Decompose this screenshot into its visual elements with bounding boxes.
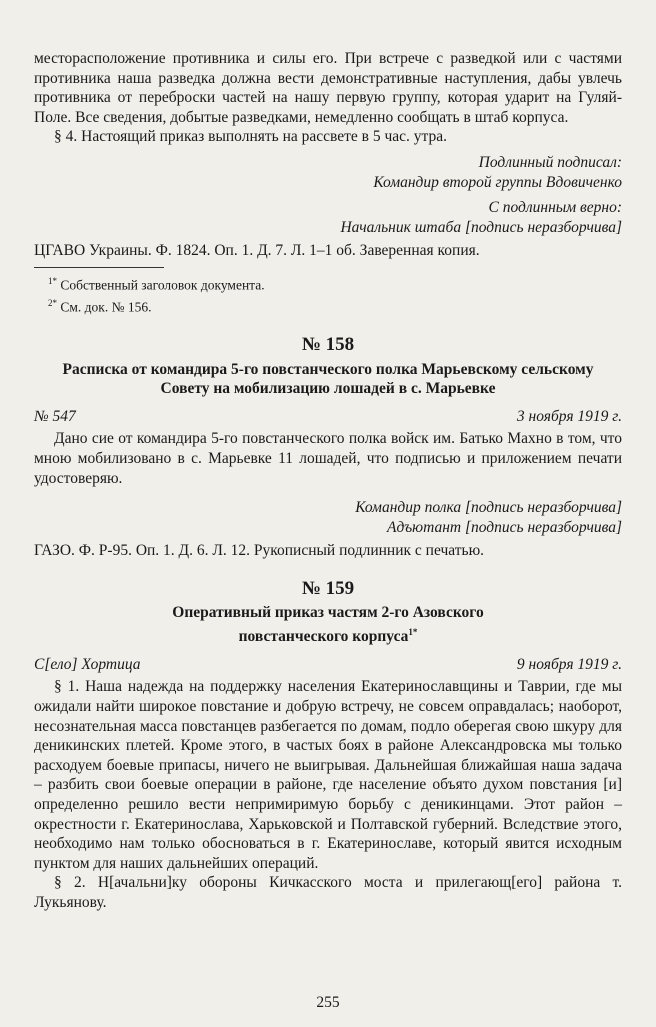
section-4: § 4. Настоящий приказ выполнять на рассвете в 5 час. утра. [54,128,448,146]
signature-line: Командир второй группы Вдовиченко [373,173,622,191]
document-meta-158 [34,407,622,427]
section-2: § 2. Н[ачальни]ку обороны Кичкасского моста и прилегающ[его] района т. Лукьянову. [34,874,622,911]
section-1: § 1. Наша надежда на поддержку населения Екатеринославщины и Таврии, где мы ожидали найти широкое повстание и добрую встречу, не совсем оправдалась; наоборот, несознательная масса повстанцев разбегается по домам, подло оберегая свою шкуру для деникинских плетей. Кроме этого, в частых боях в районе Александровска мы только расходуем боевые припасы, ничего не выигрывая. Дальнейшая ближайшая наша задача – разбить свои боевые операции в районе, где население объято духом повстания [и] определенно решило вести непримиримую борьбу с деникинцами. Этот район – окрестности г. Екатеринослава, Харьковской и Полтавской губерний. Вследствие этого, необходимо нам только обосноваться в г. Екатеринославе, который явится исходным пунктом для наших дальнейших операций. [34,678,622,872]
document-date: 3 ноября 1919 г. [516,407,622,425]
footnote-divider [34,267,164,268]
document-title-text: Оперативный приказ частям 2-го Азовского повстанческого корпуса [172,604,484,646]
footnote-text: См. док. № 156. [60,299,152,315]
document-reference: № 547 [34,407,76,425]
page-number: 255 [316,994,340,1011]
footnote-mark: 2* [48,298,57,309]
footnote-text: Собственный заголовок документа. [60,277,265,293]
document-title-158: Расписка от командира 5-го повстанческого полка Марьевскому сельскому Совету на мобилизацию лошадей в с. Марьевке [62,360,594,398]
document-number-158: № 158 [301,333,355,355]
document-meta-159 [34,655,622,675]
archive-reference-1: ЦГАВО Украины. Ф. 1824. Оп. 1. Д. 7. Л. 1–1 об. Заверенная копия. [34,242,480,260]
document-body-158: Дано сие от командира 5-го повстанческого полка войск им. Батько Махно в том, что мною мобилизовано в с. Марьевке 11 лошадей, что подписью и приложением печати удостоверяю. [34,430,622,487]
intro-paragraph: месторасположение противника и силы его. При встрече с разведкой или с частями противника наша разведка должна вести демонстративные наступления, дабы увлечь противника от переброски частей на нашу первую группу, которая ударит на Гуляй-Поле. Все сведения, добытые разведками, немедленно сообщать в штаб корпуса. [34,50,622,126]
signature-block-1 [34,153,622,237]
footnote-mark: 1* [48,275,57,286]
footnote-2 [34,294,622,317]
footnote-1 [34,272,622,295]
document-place: С[ело] Хортица [34,655,141,673]
signature-line: Командир полка [подпись неразборчива] [355,499,622,517]
document-title-159 [34,603,622,646]
signature-line: Подлинный подписал: [478,153,622,171]
signature-line: Начальник штаба [подпись неразборчива] [340,218,622,236]
page-content [34,49,622,913]
archive-reference-158: ГАЗО. Ф. Р-95. Оп. 1. Д. 6. Л. 12. Рукописный подлинник с печатью. [34,542,485,560]
document-number-159: № 159 [301,577,355,599]
title-footnote-mark: 1* [408,627,418,638]
signature-line: С подлинным верно: [488,199,622,217]
document-date: 9 ноября 1919 г. [516,655,622,673]
signature-line: Адъютант [подпись неразборчива] [387,518,622,536]
